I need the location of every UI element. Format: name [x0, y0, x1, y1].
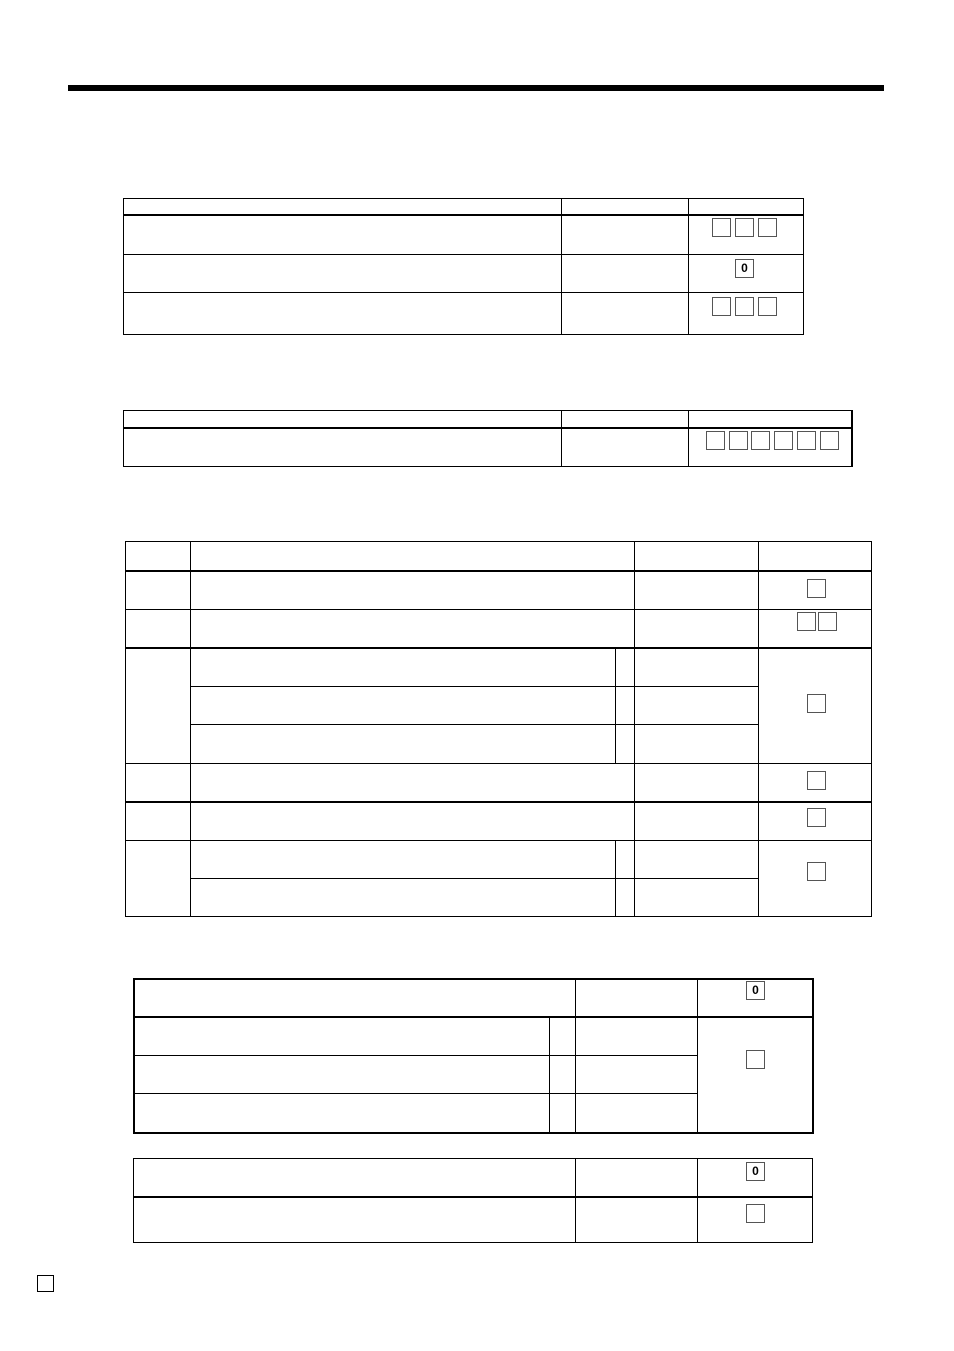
key-icon [807, 579, 826, 598]
key-icon [746, 1204, 765, 1223]
zero-key-icon: 0 [735, 259, 754, 278]
key-icon [807, 694, 826, 713]
key-icon [735, 218, 754, 237]
key-icon [774, 431, 793, 450]
key-icon [820, 431, 839, 450]
key-icon [758, 218, 777, 237]
key-icon [758, 297, 777, 316]
key-icon [807, 862, 826, 881]
key-icon [807, 808, 826, 827]
key-icon [797, 431, 816, 450]
key-icon [751, 431, 770, 450]
header-rule [68, 85, 884, 91]
zero-key-icon: 0 [746, 981, 765, 1000]
key-icon [735, 297, 754, 316]
key-icon [712, 297, 731, 316]
key-icon [797, 612, 816, 631]
key-icon [807, 771, 826, 790]
key-icon [706, 431, 725, 450]
zero-key-icon: 0 [746, 1162, 765, 1181]
key-icon [818, 612, 837, 631]
key-icon [746, 1050, 765, 1069]
page-number-box [37, 1275, 54, 1292]
key-icon [712, 218, 731, 237]
key-icon [729, 431, 748, 450]
